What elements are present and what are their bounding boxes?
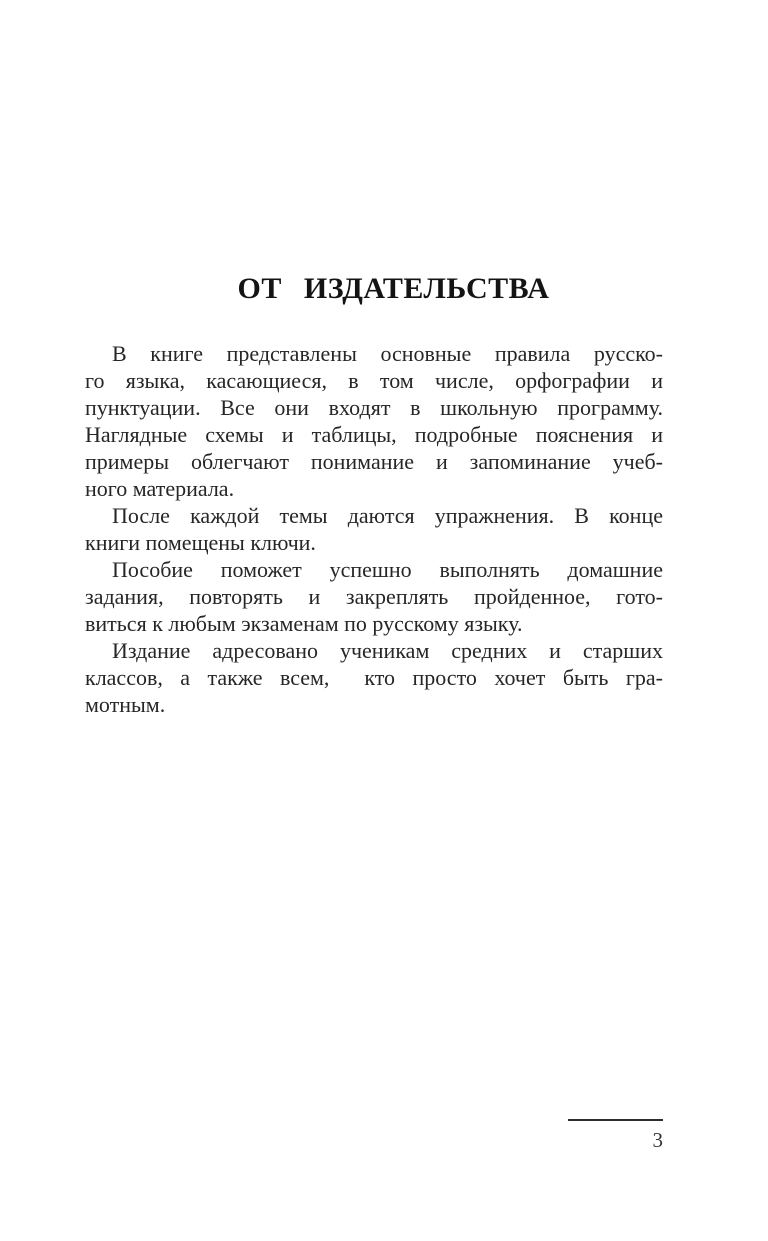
footer-rule [568,1119,663,1121]
body-line: мотным. [85,692,166,717]
page-number: 3 [652,1128,663,1152]
body-line: ного материала. [85,476,235,501]
paragraph [85,556,663,637]
body-line: примеры облегчают понимание и запоминание учеб- [85,449,663,474]
paragraph [85,502,663,556]
body-line: пунктуации. Все они входят в школьную программу. [85,395,663,420]
body-line: После каждой темы даются упражнения. В конце [112,503,663,528]
body-line: классов, а также всем, кто просто хочет быть гра- [85,665,663,690]
paragraph [85,340,663,502]
paragraph [85,637,663,718]
body-line: книги помещены ключи. [85,530,316,555]
body-text [85,340,663,718]
body-line: В книге представлены основные правила русско- [112,341,663,366]
body-line: Пособие поможет успешно выполнять домашние [112,557,663,582]
page-title: ОТ ИЗДАТЕЛЬСТВА [237,272,550,305]
body-line: виться к любым экзаменам по русскому языку. [85,611,523,636]
body-line: задания, повторять и закреплять пройденное, гото- [85,584,663,609]
body-line: Наглядные схемы и таблицы, подробные пояснения и [85,422,663,447]
body-line: Издание адресовано ученикам средних и старших [112,638,663,663]
body-line: го языка, касающиеся, в том числе, орфографии и [85,368,663,393]
